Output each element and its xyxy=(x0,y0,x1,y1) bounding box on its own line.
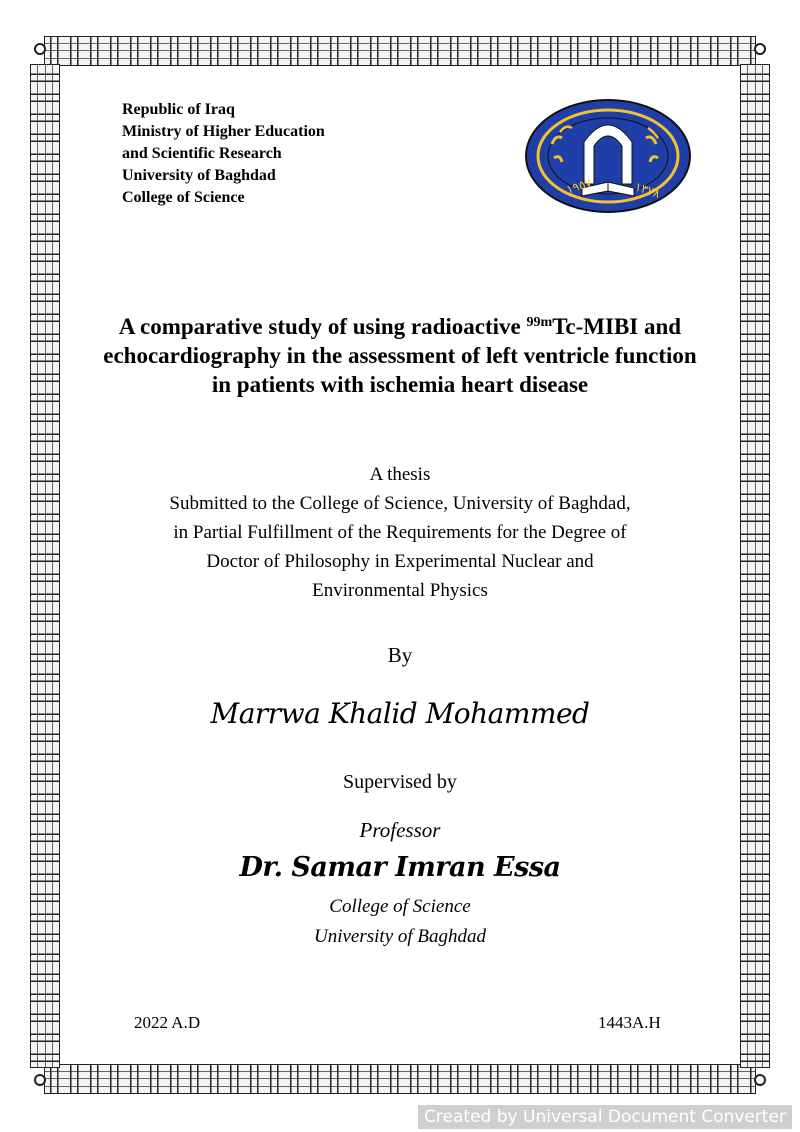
author-name: Marrwa Khalid Mohammed xyxy=(210,697,590,730)
border-top xyxy=(44,36,756,66)
border-right xyxy=(740,64,770,1068)
institution-line: College of Science xyxy=(122,189,245,206)
thesis-line: Environmental Physics xyxy=(312,580,488,601)
thesis-line: Submitted to the College of Science, University of Baghdad, xyxy=(169,493,631,514)
border-ring-icon xyxy=(754,1074,766,1086)
border-left xyxy=(30,64,60,1068)
institution-line: and Scientific Research xyxy=(122,145,282,162)
university-seal-icon xyxy=(524,98,692,214)
thesis-line: Doctor of Philosophy in Experimental Nuclear and xyxy=(206,551,594,572)
seal-year-left: ١٩٥٧ xyxy=(564,175,594,197)
converter-watermark: Created by Universal Document Converter xyxy=(418,1105,792,1129)
date-hijri: 1443A.H xyxy=(598,1013,661,1032)
by-label: By xyxy=(387,643,413,667)
supervisor-college: College of Science xyxy=(329,896,471,917)
thesis-line: A thesis xyxy=(369,464,431,485)
institution-line: Ministry of Higher Education xyxy=(122,123,325,140)
thesis-line: in Partial Fulfillment of the Requirements for the Degree of xyxy=(173,522,627,543)
supervisor-rank: Professor xyxy=(359,818,441,842)
supervisor-affiliation xyxy=(250,892,550,952)
thesis-statement xyxy=(100,460,700,605)
seal-year-right: ١٣٧٨ xyxy=(633,179,662,201)
border-ring-icon xyxy=(34,1074,46,1086)
supervisor-name: Dr. Samar Imran Essa xyxy=(239,852,561,883)
institution-line: University of Baghdad xyxy=(122,167,276,184)
supervised-by-label: Supervised by xyxy=(343,771,457,793)
title-part: A comparative study of using radioactive xyxy=(118,314,527,339)
border-ring-icon xyxy=(34,43,46,55)
date-gregorian: 2022 A.D xyxy=(134,1013,201,1032)
title-superscript: 99m xyxy=(526,315,553,330)
border-bottom xyxy=(44,1064,756,1094)
thesis-title xyxy=(100,312,700,399)
supervisor-university: University of Baghdad xyxy=(313,926,487,947)
border-ring-icon xyxy=(754,43,766,55)
title-part: Tc-MIBI and echocardiography in the assessment of left ventricle function in patients with ischemia heart disease xyxy=(103,314,697,397)
institution-line: Republic of Iraq xyxy=(122,101,235,118)
institution-block xyxy=(122,99,325,209)
